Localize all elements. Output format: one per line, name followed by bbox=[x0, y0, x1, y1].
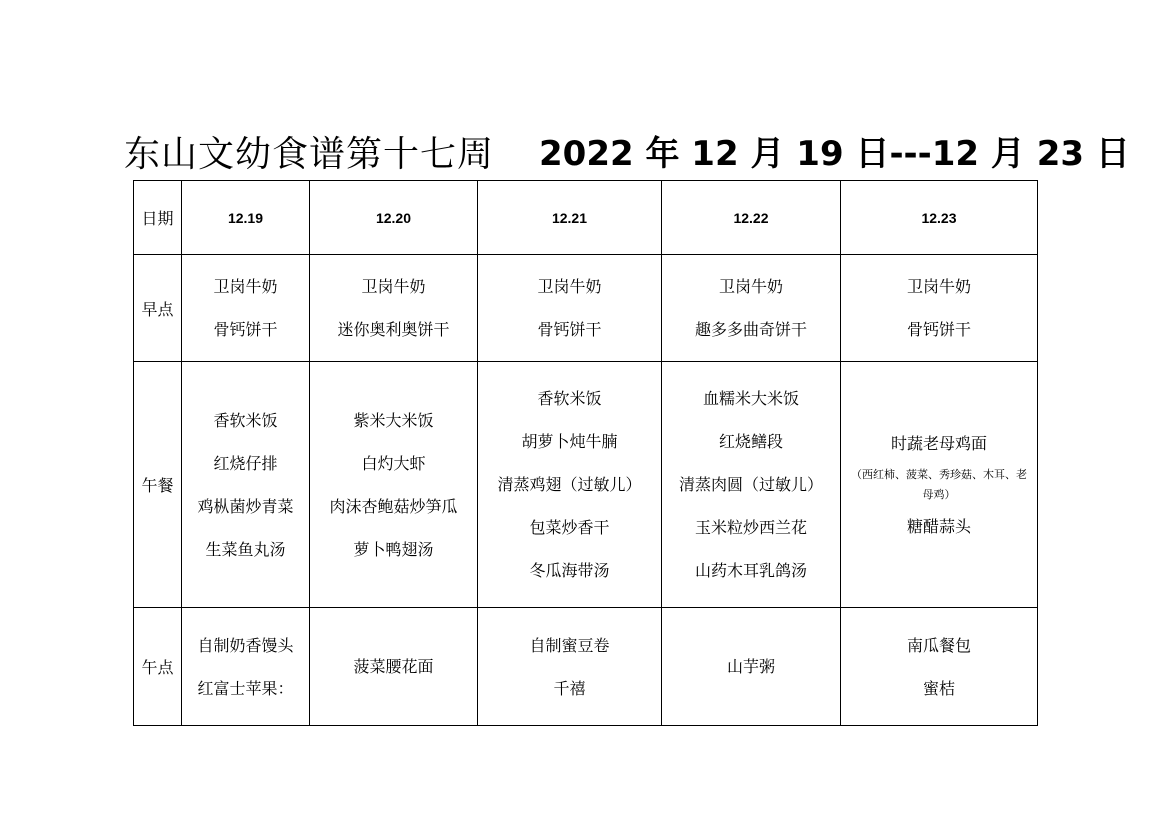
lunch-item: 包菜炒香干 bbox=[529, 518, 610, 537]
lunch-item: 清蒸鸡翅（过敏儿） bbox=[497, 475, 642, 494]
row-label-breakfast: 早点 bbox=[134, 255, 182, 362]
lunch-item: 香软米饭 bbox=[537, 389, 602, 408]
snack-item: 自制奶香馒头 bbox=[197, 635, 294, 655]
breakfast-cell bbox=[182, 255, 310, 362]
snack-item: 红富士苹果： bbox=[197, 678, 294, 698]
lunch-item: 糖醋蒜头 bbox=[906, 516, 971, 536]
row-label-snack: 午点 bbox=[134, 608, 182, 726]
lunch-items bbox=[662, 377, 840, 592]
lunch-items bbox=[478, 377, 661, 592]
menu-date-range: 2022 年 12 月 19 日---12 月 23 日 bbox=[539, 134, 1130, 174]
lunch-cell bbox=[478, 362, 662, 608]
page-title bbox=[0, 126, 1170, 175]
lunch-cell bbox=[182, 362, 310, 608]
lunch-item: 肉沫杏鲍菇炒笋瓜 bbox=[329, 496, 458, 516]
lunch-items bbox=[182, 399, 309, 571]
lunch-item: 血糯米大米饭 bbox=[702, 389, 799, 408]
breakfast-items bbox=[841, 265, 1037, 351]
lunch-item: 清蒸肉圆（过敏儿） bbox=[678, 475, 823, 494]
lunch-item: 玉米粒炒西兰花 bbox=[694, 518, 807, 537]
breakfast-cell bbox=[478, 255, 662, 362]
breakfast-items bbox=[662, 265, 840, 351]
row-label-date: 日期 bbox=[134, 181, 182, 255]
date-cell: 12.19 bbox=[182, 181, 310, 255]
snack-items bbox=[662, 645, 840, 688]
date-row bbox=[134, 181, 1038, 255]
snack-items bbox=[841, 624, 1037, 710]
lunch-cell bbox=[841, 362, 1038, 608]
lunch-note: （西红柿、菠菜、秀珍菇、木耳、老母鸡） bbox=[851, 467, 1027, 501]
breakfast-item: 卫岗牛奶 bbox=[537, 277, 602, 296]
snack-item: 自制蜜豆卷 bbox=[529, 635, 610, 655]
lunch-item: 胡萝卜炖牛腩 bbox=[521, 432, 618, 451]
weekly-menu-table bbox=[133, 180, 1038, 726]
breakfast-item: 骨钙饼干 bbox=[213, 320, 278, 339]
breakfast-items bbox=[182, 265, 309, 351]
snack-items bbox=[310, 645, 477, 688]
breakfast-items bbox=[310, 265, 477, 351]
snack-cell bbox=[182, 608, 310, 726]
lunch-row bbox=[134, 362, 1038, 608]
breakfast-item: 卫岗牛奶 bbox=[361, 277, 426, 296]
snack-cell bbox=[841, 608, 1038, 726]
lunch-item: 鸡枞菌炒青菜 bbox=[197, 496, 294, 516]
breakfast-cell bbox=[841, 255, 1038, 362]
lunch-item: 冬瓜海带汤 bbox=[529, 561, 610, 580]
snack-cell bbox=[310, 608, 478, 726]
lunch-cell bbox=[310, 362, 478, 608]
breakfast-cell bbox=[310, 255, 478, 362]
snack-item: 千禧 bbox=[553, 678, 586, 698]
lunch-items bbox=[310, 399, 477, 571]
breakfast-cell bbox=[662, 255, 841, 362]
breakfast-item: 卫岗牛奶 bbox=[718, 277, 783, 296]
snack-cell bbox=[478, 608, 662, 726]
lunch-item: 生菜鱼丸汤 bbox=[205, 539, 286, 559]
lunch-item: 红烧鳝段 bbox=[718, 432, 783, 451]
snack-items bbox=[478, 624, 661, 710]
row-label-lunch: 午餐 bbox=[134, 362, 182, 608]
breakfast-item: 骨钙饼干 bbox=[906, 320, 971, 339]
date-cell: 12.23 bbox=[841, 181, 1038, 255]
breakfast-item: 卫岗牛奶 bbox=[213, 277, 278, 296]
lunch-item: 山药木耳乳鸽汤 bbox=[694, 561, 807, 580]
lunch-item: 萝卜鸭翅汤 bbox=[353, 539, 434, 559]
lunch-item: 紫米大米饭 bbox=[353, 410, 434, 430]
date-cell: 12.20 bbox=[310, 181, 478, 255]
menu-title: 东山文幼食谱第十七周 bbox=[124, 134, 495, 175]
snack-item: 山芋粥 bbox=[726, 657, 775, 676]
breakfast-item: 骨钙饼干 bbox=[537, 320, 602, 339]
lunch-items bbox=[841, 422, 1037, 548]
breakfast-item: 迷你奥利奥饼干 bbox=[337, 320, 450, 339]
snack-items bbox=[182, 624, 309, 710]
lunch-item: 白灼大虾 bbox=[361, 453, 426, 473]
date-cell: 12.22 bbox=[662, 181, 841, 255]
lunch-item: 香软米饭 bbox=[213, 410, 278, 430]
lunch-cell bbox=[662, 362, 841, 608]
lunch-item: 红烧仔排 bbox=[213, 453, 278, 473]
snack-item: 菠菜腰花面 bbox=[353, 657, 434, 676]
snack-cell bbox=[662, 608, 841, 726]
breakfast-row bbox=[134, 255, 1038, 362]
breakfast-item: 卫岗牛奶 bbox=[906, 277, 971, 296]
breakfast-items bbox=[478, 265, 661, 351]
snack-row bbox=[134, 608, 1038, 726]
snack-item: 蜜桔 bbox=[922, 678, 955, 698]
snack-item: 南瓜餐包 bbox=[906, 635, 971, 655]
lunch-item: 时蔬老母鸡面 bbox=[890, 433, 987, 453]
date-cell: 12.21 bbox=[478, 181, 662, 255]
breakfast-item: 趣多多曲奇饼干 bbox=[694, 320, 807, 339]
